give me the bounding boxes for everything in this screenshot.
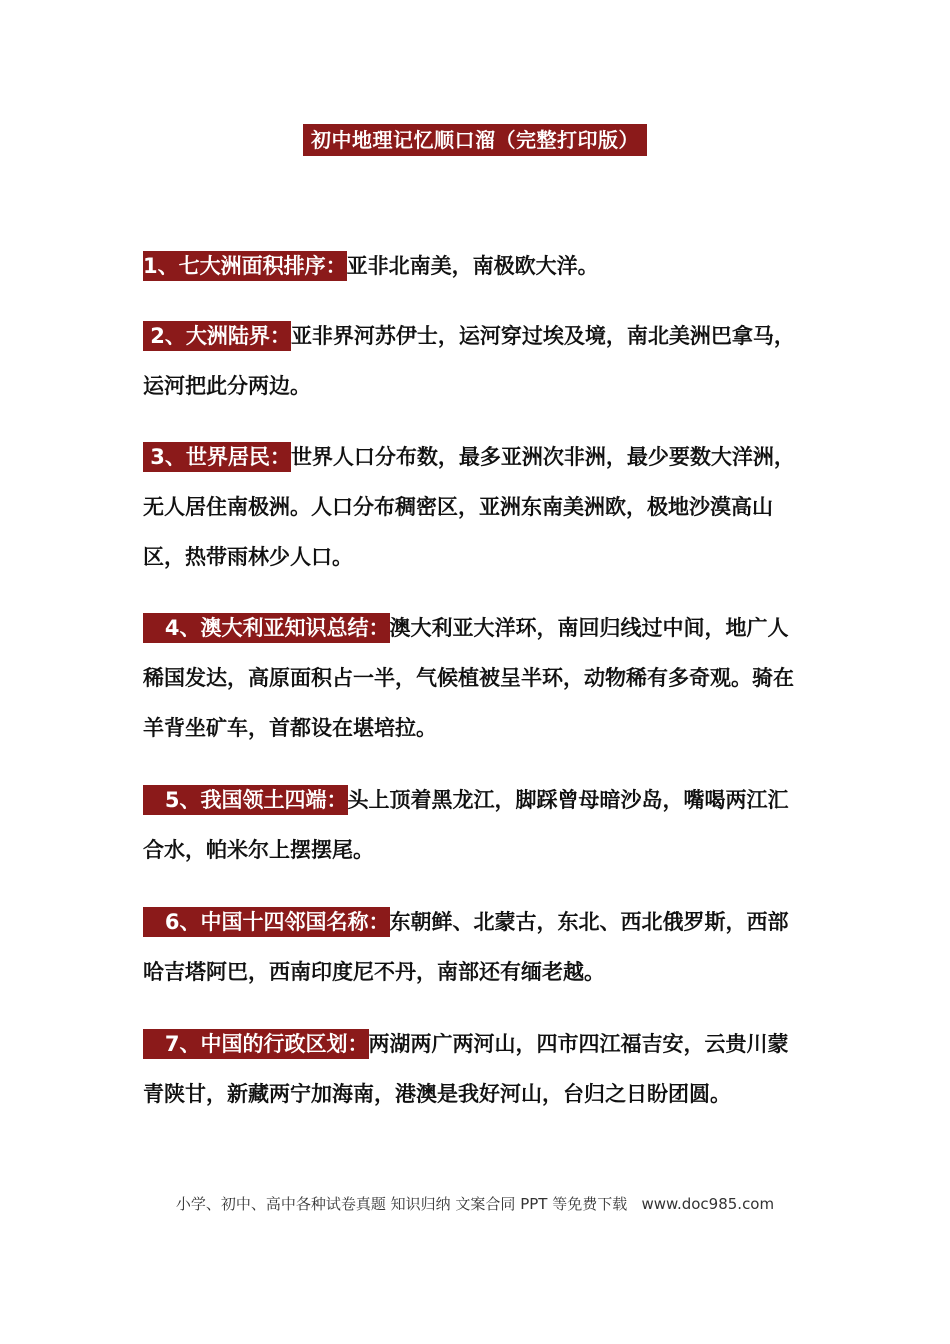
item-label: 2、大洲陆界： bbox=[143, 321, 291, 351]
item-text: 头上顶着黑龙江，脚踩曾母暗沙岛，嘴喝两江汇合水，帕米尔上摆摆尾。 bbox=[143, 788, 789, 862]
page-title: 初中地理记忆顺口溜（完整打印版） bbox=[303, 124, 647, 156]
item-text: 亚非北南美，南极欧大洋。 bbox=[346, 254, 599, 278]
list-item-7 bbox=[143, 1019, 807, 1119]
item-label: 4、澳大利亚知识总结： bbox=[143, 613, 390, 643]
list-item-6 bbox=[143, 897, 807, 997]
list-item-1 bbox=[143, 241, 807, 291]
title-container bbox=[0, 124, 950, 156]
list-item-3 bbox=[143, 432, 807, 582]
list-item-2 bbox=[143, 311, 807, 411]
item-text: 澳大利亚大洋环，南回归线过中间，地广人稀国发达，高原面积占一半，气候植被呈半环，动物稀有多奇观。骑在羊背坐矿车，首都设在堪培拉。 bbox=[143, 616, 794, 740]
item-label: 1、七大洲面积排序： bbox=[143, 251, 347, 281]
list-item-4 bbox=[143, 603, 807, 753]
item-text: 东朝鲜、北蒙古，东北、西北俄罗斯，西部哈吉塔阿巴，西南印度尼不丹，南部还有缅老越。 bbox=[143, 910, 789, 984]
item-label: 6、中国十四邻国名称： bbox=[143, 907, 390, 937]
item-label: 5、我国领土四端： bbox=[143, 785, 348, 815]
item-text: 亚非界河苏伊士，运河穿过埃及境，南北美洲巴拿马，运河把此分两边。 bbox=[143, 324, 795, 398]
item-text: 两湖两广两河山，四市四江福吉安，云贵川蒙青陕甘，新藏两宁加海南，港澳是我好河山，台归之日盼团圆。 bbox=[143, 1032, 789, 1106]
list-item-5 bbox=[143, 775, 807, 875]
page-footer: 小学、初中、高中各种试卷真题 知识归纳 文案合同 PPT 等免费下载 www.doc985.com bbox=[175, 1195, 775, 1213]
item-text: 世界人口分布数，最多亚洲次非洲，最少要数大洋洲，无人居住南极洲。人口分布稠密区，亚洲东南美洲欧，极地沙漠高山区，热带雨林少人口。 bbox=[143, 445, 795, 569]
item-label: 3、世界居民： bbox=[143, 442, 291, 472]
item-label: 7、中国的行政区划： bbox=[143, 1029, 369, 1059]
